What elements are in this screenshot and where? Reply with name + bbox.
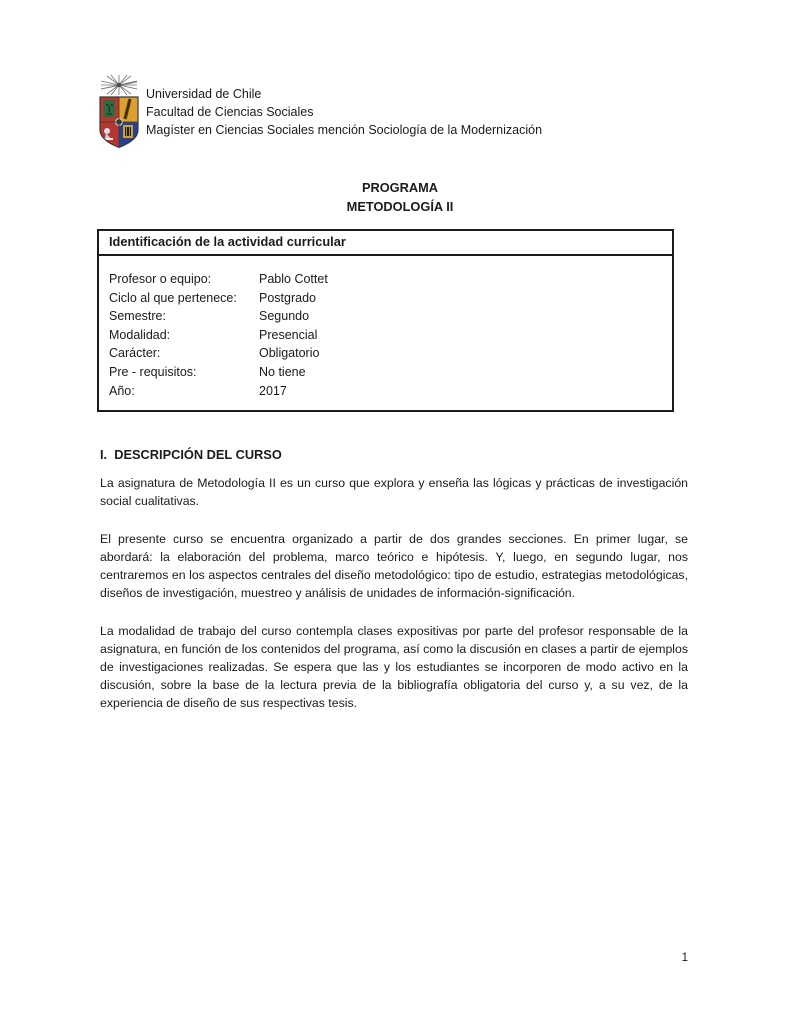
table-row bbox=[109, 326, 662, 345]
row-value: Segundo bbox=[259, 309, 310, 324]
row-value: Obligatorio bbox=[259, 346, 320, 361]
identification-table bbox=[97, 229, 674, 412]
row-value: Postgrado bbox=[259, 290, 316, 305]
row-label: Modalidad: bbox=[109, 327, 171, 342]
document-title-line1: PROGRAMA bbox=[361, 180, 439, 195]
identification-table-header: Identificación de la actividad curricular bbox=[99, 231, 672, 256]
row-label: Profesor o equipo: bbox=[109, 272, 212, 286]
row-label: Carácter: bbox=[109, 346, 161, 361]
course-description bbox=[100, 474, 688, 732]
faculty-name: Facultad de Ciencias Sociales bbox=[146, 105, 314, 119]
row-label: Año: bbox=[109, 383, 135, 398]
identification-table-body bbox=[99, 256, 672, 400]
course-description-paragraph-2: El presente curso se encuentra organizado a partir de dos grandes secciones. En primer lugar, se abordará: la elaboración del problema, marco teórico e hipótesis. Y, luego, en segundo lugar, nos centraremos en los aspectos centrales del diseño metodológico: tipo de estudio, estrategias metodológicas, diseños de investigación, muestreo y análisis de unidades de información-significación. bbox=[100, 532, 688, 600]
document-header bbox=[97, 74, 542, 149]
document-title-line2: METODOLOGÍA II bbox=[346, 198, 454, 214]
document-title bbox=[0, 179, 800, 216]
table-row bbox=[109, 289, 662, 308]
row-label: Ciclo al que pertenece: bbox=[109, 290, 237, 305]
row-value: Presencial bbox=[259, 327, 318, 342]
course-description-paragraph-1: La asignatura de Metodología II es un curso que explora y enseña las lógicas y prácticas de investigación social cualitativas. bbox=[100, 476, 688, 508]
section-heading-descripcion-del-curso: I. DESCRIPCIÓN DEL CURSO bbox=[100, 447, 282, 462]
row-value: No tiene bbox=[259, 364, 306, 379]
row-label: Pre - requisitos: bbox=[109, 364, 197, 379]
course-description-paragraph-3: La modalidad de trabajo del curso contempla clases expositivas por parte del profesor responsable de la asignatura, en función de los contenidos del programa, así como la discusión en clases a partir de ejemplos de investigaciones realizadas. Se espera que las y los estudiantes se incorporen de modo activo en la discusión, sobre la base de la lectura previa de la bibliografía obligatoria del curso y, a su vez, de la experiencia de diseño de sus respectivas tesis. bbox=[100, 624, 688, 710]
row-label: Semestre: bbox=[109, 309, 166, 324]
table-row bbox=[109, 344, 662, 363]
institution-name: Universidad de Chile bbox=[146, 87, 262, 101]
row-value: 2017 bbox=[259, 383, 287, 398]
table-row bbox=[109, 270, 662, 289]
row-value: Pablo Cottet bbox=[259, 272, 328, 286]
table-row bbox=[109, 363, 662, 382]
table-row bbox=[109, 382, 662, 401]
institution-block bbox=[146, 74, 542, 139]
table-row bbox=[109, 307, 662, 326]
page-number: 1 bbox=[681, 952, 688, 964]
universidad-de-chile-crest-icon bbox=[97, 74, 141, 149]
program-name: Magíster en Ciencias Sociales mención Sociología de la Modernización bbox=[146, 123, 543, 137]
